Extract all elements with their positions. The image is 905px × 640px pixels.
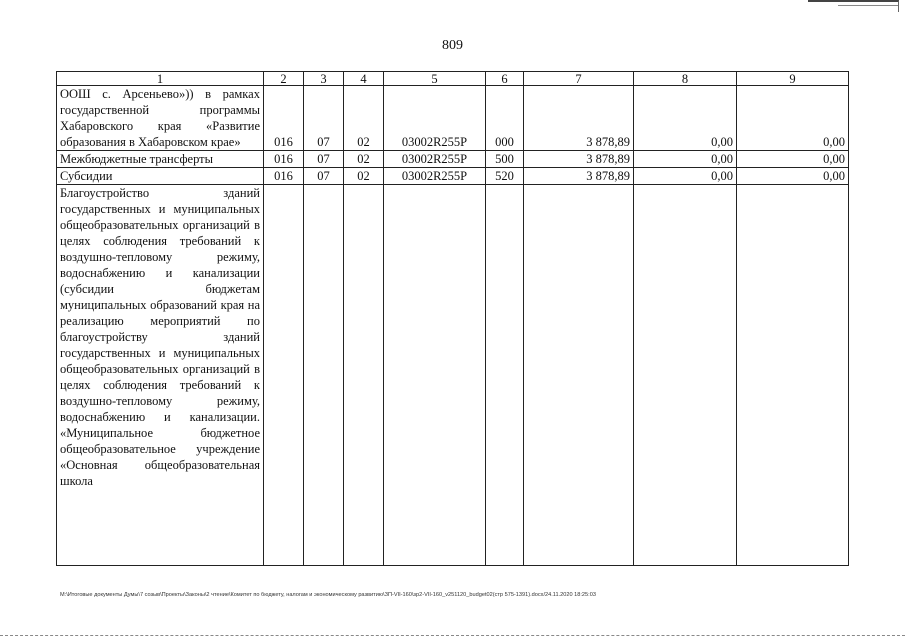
row-name: Благоустройство зданий государственных и муниципальных общеобразовательных организаций в целях соблюдения требований к воздушно-тепловому режиму, водоснабжению и канализации (субсидии бюджетам муниципальных образований края на реализацию мероприятий по благоустройству зданий государственных и муниципальных общеобразовательных организаций в целях соблюдения требований к воздушно-тепловому режиму, водоснабжению и канализации. «Муниципальное бюджетное общеобразовательное учреждение «Основная общеобразовательная школа — [60, 186, 260, 488]
cell-amount-2: 0,00 — [634, 168, 737, 185]
empty-cell — [524, 185, 634, 566]
page-number: 809 — [442, 38, 463, 53]
cell-target-article: 03002R255P — [384, 151, 486, 168]
cell-subsection: 02 — [344, 86, 384, 151]
table-row — [57, 185, 849, 566]
cell-target-article: 03002R255P — [384, 168, 486, 185]
table-header-row — [57, 72, 849, 86]
cell-amount-1: 3 878,89 — [524, 168, 634, 185]
cell-amount-2: 0,00 — [634, 151, 737, 168]
cell-amount-1: 3 878,89 — [524, 151, 634, 168]
cell-amount-3: 0,00 — [737, 86, 849, 151]
cell-amount-2: 0,00 — [634, 86, 737, 151]
header-cell: 4 — [344, 72, 384, 86]
empty-cell — [737, 185, 849, 566]
cell-amount-3: 0,00 — [737, 168, 849, 185]
cell-target-article: 03002R255P — [384, 86, 486, 151]
cell-ministry-code: 016 — [264, 168, 304, 185]
cell-subsection: 02 — [344, 151, 384, 168]
table-row — [57, 151, 849, 168]
cell-ministry-code: 016 — [264, 86, 304, 151]
header-cell: 1 — [57, 72, 264, 86]
cell-amount-3: 0,00 — [737, 151, 849, 168]
cell-section: 07 — [304, 86, 344, 151]
cell-subsection: 02 — [344, 168, 384, 185]
empty-cell — [384, 185, 486, 566]
cell-amount-1: 3 878,89 — [524, 86, 634, 151]
cell-expense-type: 500 — [486, 151, 524, 168]
header-cell: 6 — [486, 72, 524, 86]
cell-section: 07 — [304, 151, 344, 168]
budget-table — [56, 71, 849, 566]
document-file-path: M:\Итоговые документы Думы\7 созыв\Проекты\Законы\2 чтение\Комитет по бюджету, налогам и экономическому развитию\ЗП-VII-160\зр2-VII-160_v251120_budget02(стр 575-1391).docx/24.11.2020 18:25:03 — [60, 592, 596, 598]
header-cell: 5 — [384, 72, 486, 86]
row-name: ООШ с. Арсеньево»)) в рамках государственной программы Хабаровского края «Развитие образования в Хабаровском крае» — [57, 86, 264, 151]
row-name-cell — [57, 185, 264, 566]
table-row — [57, 168, 849, 185]
empty-cell — [634, 185, 737, 566]
header-cell: 3 — [304, 72, 344, 86]
empty-cell — [344, 185, 384, 566]
cell-expense-type: 000 — [486, 86, 524, 151]
empty-cell — [264, 185, 304, 566]
page-bottom-edge — [0, 635, 905, 637]
table-row — [57, 86, 849, 151]
header-cell: 7 — [524, 72, 634, 86]
empty-cell — [304, 185, 344, 566]
cell-section: 07 — [304, 168, 344, 185]
row-name: Межбюджетные трансферты — [57, 151, 264, 168]
row-name: Субсидии — [57, 168, 264, 185]
header-cell: 2 — [264, 72, 304, 86]
cell-ministry-code: 016 — [264, 151, 304, 168]
empty-cell — [486, 185, 524, 566]
header-cell: 8 — [634, 72, 737, 86]
header-cell: 9 — [737, 72, 849, 86]
cell-expense-type: 520 — [486, 168, 524, 185]
corner-scan-mark — [808, 0, 899, 12]
